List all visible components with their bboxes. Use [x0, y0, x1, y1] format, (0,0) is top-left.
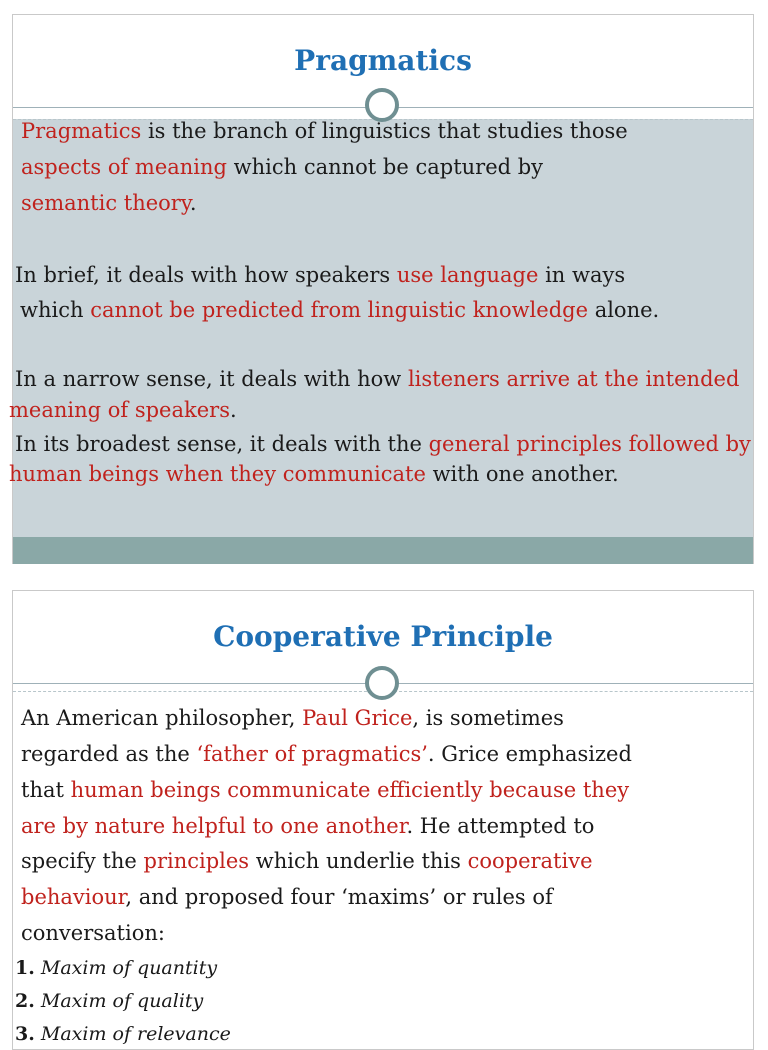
slide-title: Cooperative Principle — [213, 620, 553, 653]
slide-pragmatics — [9, 14, 754, 564]
paragraph-line: regarded as the ‘father of pragmatics’. Grice emphasized — [21, 742, 632, 766]
list-item: 2. Maxim of quality — [15, 990, 204, 1012]
paragraph-line: An American philosopher, Paul Grice, is sometimes — [21, 706, 564, 730]
paragraph-line: semantic theory. — [21, 191, 197, 215]
list-item: 3. Maxim of relevance — [15, 1023, 231, 1045]
paragraph-line: human beings when they communicate with one another. — [9, 462, 619, 486]
paragraph-line: Pragmatics is the branch of linguistics that studies those — [21, 119, 628, 143]
slide-title: Pragmatics — [294, 44, 472, 77]
paragraph-line: that human beings communicate efficiently because they — [21, 778, 630, 802]
paragraph-line: specify the principles which underlie this cooperative — [21, 849, 593, 873]
paragraph-line: meaning of speakers. — [9, 398, 237, 422]
paragraph-line: are by nature helpful to one another. He attempted to — [21, 814, 595, 838]
slide-cooperative-principle — [12, 590, 754, 1050]
footer-bar — [13, 537, 753, 564]
paragraph-line: aspects of meaning which cannot be captured by — [21, 155, 544, 179]
circle-ornament-icon — [365, 666, 399, 700]
paragraph-line: In a narrow sense, it deals with how listeners arrive at the intended — [15, 367, 740, 391]
paragraph-line: In its broadest sense, it deals with the general principles followed by — [15, 432, 751, 456]
paragraph-line: In brief, it deals with how speakers use language in ways — [15, 263, 626, 287]
paragraph-line: which cannot be predicted from linguistic knowledge alone. — [20, 298, 660, 322]
paragraph-line: conversation: — [21, 921, 165, 945]
paragraph-line: behaviour, and proposed four ‘maxims’ or rules of — [21, 885, 553, 909]
list-item: 1. Maxim of quantity — [15, 957, 218, 979]
